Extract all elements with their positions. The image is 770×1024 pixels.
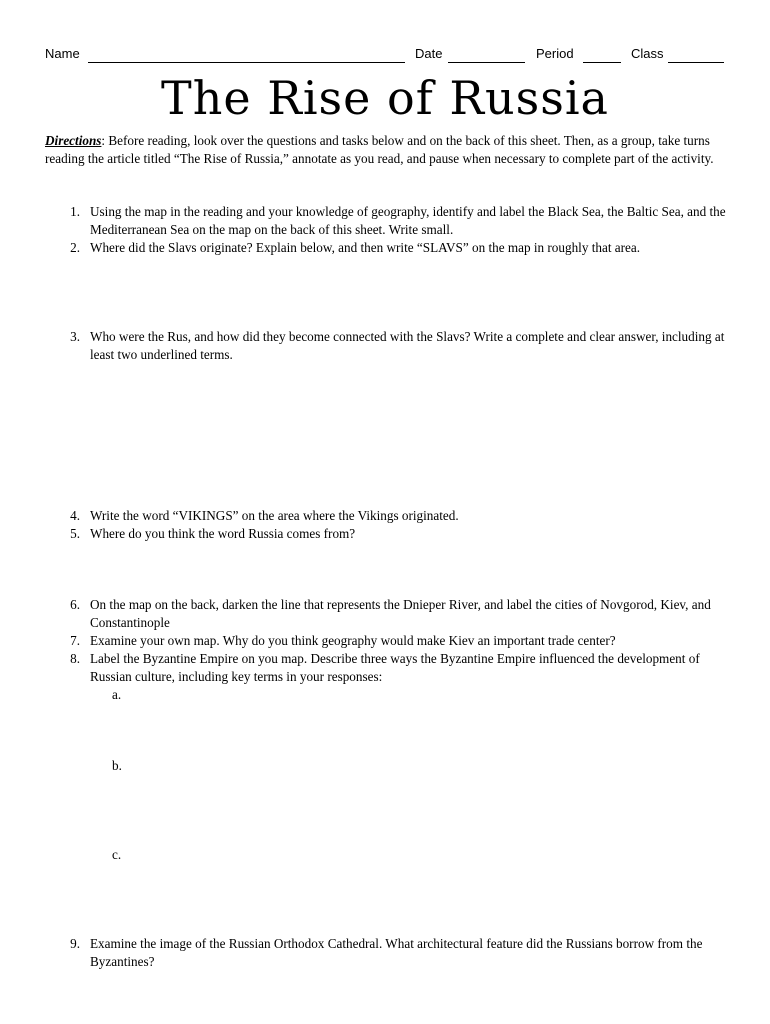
directions-label: Directions <box>45 133 102 148</box>
date-label: Date <box>415 46 443 61</box>
question-text: Where did the Slavs originate? Explain below, and then write “SLAVS” on the map in roughly that area. <box>90 240 641 255</box>
question-text: Who were the Rus, and how did they become connected with the Slavs? Write a complete and clear answer, including at least two underlined terms. <box>90 329 725 362</box>
answer-label-c: c. <box>112 847 122 862</box>
question-number: 6. <box>70 597 80 612</box>
period-field[interactable] <box>583 62 621 63</box>
name-label: Name <box>45 46 80 61</box>
directions-paragraph <box>45 132 727 168</box>
class-label: Class <box>631 46 664 61</box>
question-text: On the map on the back, darken the line that represents the Dnieper River, and label the cities of Novgorod, Kiev, and Constantinople <box>90 597 711 630</box>
question-number: 2. <box>70 240 80 255</box>
student-info-header <box>45 46 725 66</box>
question-text: Label the Byzantine Empire on you map. Describe three ways the Byzantine Empire influenced the development of Russian culture, including key terms in your responses: <box>90 651 700 684</box>
question-number: 5. <box>70 526 80 541</box>
page-title: The Rise of Russia <box>161 71 609 125</box>
name-field[interactable] <box>88 62 405 63</box>
question-number: 7. <box>70 633 80 648</box>
answer-label-b: b. <box>112 758 122 773</box>
question-text: Write the word “VIKINGS” on the area where the Vikings originated. <box>90 508 459 523</box>
question-number: 9. <box>70 936 80 951</box>
question-text: Where do you think the word Russia comes from? <box>90 526 356 541</box>
question-text: Examine your own map. Why do you think geography would make Kiev an important trade center? <box>90 633 616 648</box>
question-number: 3. <box>70 329 80 344</box>
question-text: Using the map in the reading and your knowledge of geography, identify and label the Black Sea, the Baltic Sea, and the Mediterranean Sea on the map on the back of this sheet. Write small. <box>90 204 726 237</box>
class-field[interactable] <box>668 62 724 63</box>
date-field[interactable] <box>448 62 525 63</box>
period-label: Period <box>536 46 574 61</box>
directions-text: : Before reading, look over the questions and tasks below and on the back of this sheet. Then, as a group, take turns reading the article titled “The Rise of Russia,” annotate as you read, and pause when necessary to complete part of the activity. <box>45 133 714 166</box>
question-text: Examine the image of the Russian Orthodox Cathedral. What architectural feature did the Russians borrow from the Byzantines? <box>90 936 703 969</box>
question-number: 4. <box>70 508 80 523</box>
question-number: 8. <box>70 651 80 666</box>
answer-label-a: a. <box>112 687 122 702</box>
question-number: 1. <box>70 204 80 219</box>
